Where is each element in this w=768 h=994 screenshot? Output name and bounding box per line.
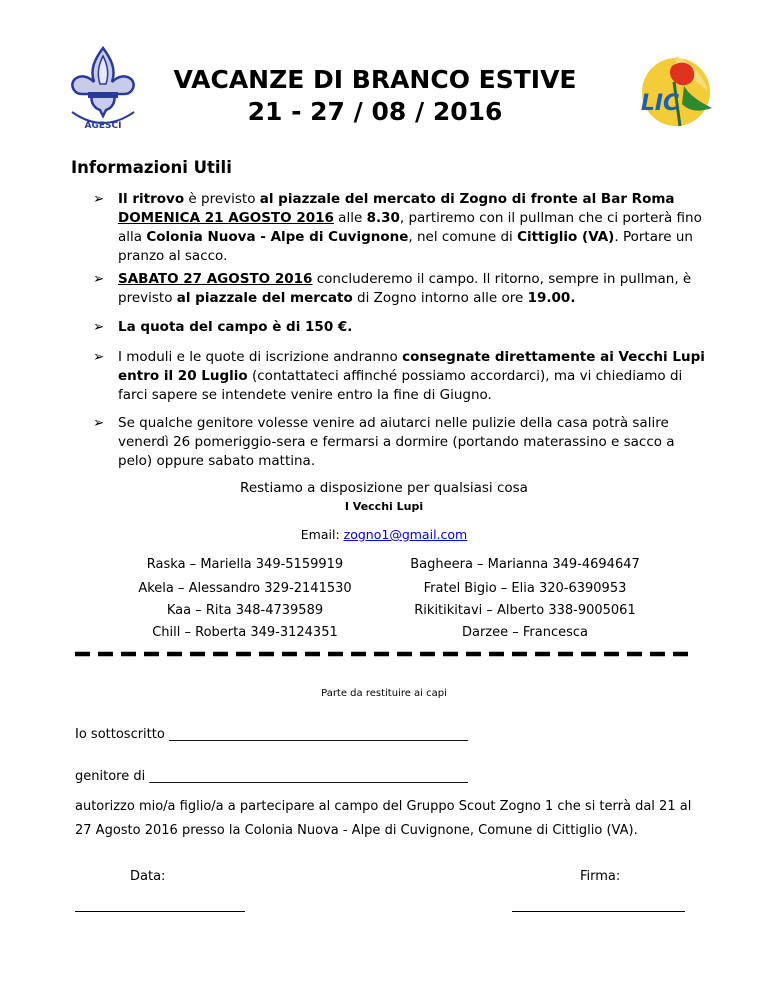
logo-left-text: AGESCI: [84, 121, 122, 131]
cut-line-divider: [75, 640, 690, 668]
form-parent-line: genitore di _________________________________________________: [75, 769, 468, 784]
bullet-fee: La quota del campo è di 150 €.: [118, 319, 353, 335]
title-line-2: 21 - 27 / 08 / 2016: [247, 97, 503, 126]
bullet-arrow-icon: ➢: [93, 271, 105, 287]
contact-item: Chill – Roberta 349-3124351: [152, 625, 338, 640]
logo-right-text: LIC: [640, 91, 680, 116]
title-line-1: VACANZE DI BRANCO ESTIVE: [173, 65, 577, 94]
agesci-logo: [62, 44, 144, 136]
bullet-parents-help: Se qualche genitore volesse venire ad aiutarci nelle pulizie della casa potrà salire venerdì 26 pomeriggio-sera e fermarsi a dormire (portando materassino e sacco a pelo) oppure sabato mattina.: [118, 415, 675, 469]
contact-item: Kaa – Rita 348-4739589: [166, 603, 324, 618]
date-signature-line: [75, 911, 245, 912]
contact-item: Fratel Bigio – Elia 320-6390953: [423, 581, 627, 596]
email-label: Email:: [300, 527, 344, 542]
email-line: [0, 527, 768, 542]
lic-logo: [630, 52, 720, 134]
bullet-arrow-icon: ➢: [93, 415, 105, 431]
signature-line: [512, 911, 685, 912]
date-label: Data:: [130, 869, 166, 884]
bullet-forms: I moduli e le quote di iscrizione andranno consegnate direttamente ai Vecchi Lupi entro il 20 Luglio (contattateci affinché possiamo accordarci), ma vi chiediamo di farci sapere se intendete venire entro la fine di Giugno.: [118, 349, 705, 403]
form-undersigned-line: Io sottoscritto ______________________________________________: [75, 727, 468, 742]
bullet-arrow-icon: ➢: [93, 191, 105, 207]
contact-item: Darzee – Francesca: [461, 625, 589, 640]
section-title: Informazioni Utili: [71, 158, 232, 177]
bullet-return: SABATO 27 AGOSTO 2016 concluderemo il campo. Il ritorno, sempre in pullman, è previsto al piazzale del mercato di Zogno intorno alle ore 19.00.: [118, 271, 692, 306]
cut-label: Parte da restituire ai capi: [321, 688, 447, 699]
contact-item: Bagheera – Marianna 349-4694647: [410, 557, 640, 572]
signature-vecchi-lupi: I Vecchi Lupi: [344, 500, 424, 513]
bullet-meeting-point: Il ritrovo è previsto al piazzale del mercato di Zogno di fronte al Bar Roma DOMENICA 21 AGOSTO 2016 alle 8.30, partiremo con il pullman che ci porterà fino alla Colonia Nuova - Alpe di Cuvignone, nel comune di Cittiglio (VA). Portare un pranzo al sacco.: [118, 191, 702, 264]
contact-item: Akela – Alessandro 329-2141530: [138, 581, 352, 596]
contact-item: Raska – Mariella 349-5159919: [146, 557, 344, 572]
form-authorization-line-2: 27 Agosto 2016 presso la Colonia Nuova - Alpe di Cuvignone, Comune di Cittiglio (VA).: [75, 823, 638, 838]
bullet-arrow-icon: ➢: [93, 319, 105, 335]
signature-label: Firma:: [580, 869, 621, 884]
closing-line: Restiamo a disposizione per qualsiasi cosa: [240, 480, 528, 496]
contact-item: Rikitikitavi – Alberto 338-9005061: [414, 603, 636, 618]
email-link[interactable]: zogno1@gmail.com: [343, 527, 468, 542]
form-authorization-line-1: autorizzo mio/a figlio/a a partecipare al campo del Gruppo Scout Zogno 1 che si terrà dal 21 al: [75, 799, 692, 814]
bullet-arrow-icon: ➢: [93, 349, 105, 365]
